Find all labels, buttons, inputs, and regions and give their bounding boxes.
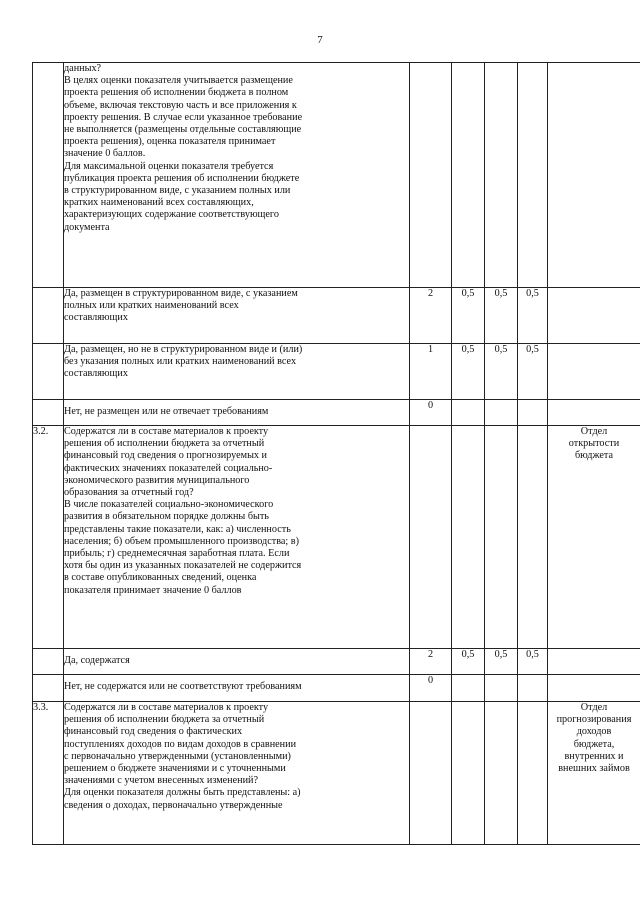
text-line: значение 0 баллов. bbox=[64, 148, 146, 160]
weight-cell bbox=[452, 400, 485, 426]
row-number-cell bbox=[33, 344, 64, 400]
responsible-line: внутренних и bbox=[564, 750, 624, 762]
table-row bbox=[33, 649, 640, 675]
responsible-line: внешних займов bbox=[558, 763, 630, 775]
answer-text-cell bbox=[64, 288, 410, 344]
score-cell: 2 bbox=[410, 649, 452, 675]
text-line: проекта решения), оценка показателя принимает bbox=[64, 136, 276, 148]
weight-cell: 0,5 bbox=[452, 288, 485, 344]
answer-text-cell bbox=[64, 400, 410, 426]
weight-cell bbox=[518, 675, 548, 702]
weight-cell bbox=[518, 426, 548, 649]
text-line: полных или кратких наименований всех bbox=[64, 300, 239, 312]
text-line: фактических значениях показателей социально- bbox=[64, 462, 273, 474]
table-row bbox=[33, 400, 640, 426]
responsible-cell bbox=[548, 288, 640, 344]
text-line: представлены такие показатели, как: а) численность bbox=[64, 523, 291, 535]
question-text-cell bbox=[64, 702, 410, 845]
text-line: Для оценки показателя должны быть представлены: а) bbox=[64, 787, 301, 799]
answer-text-cell bbox=[64, 344, 410, 400]
responsible-cell bbox=[548, 675, 640, 702]
score-cell: 0 bbox=[410, 675, 452, 702]
responsible-line: Отдел bbox=[580, 426, 608, 437]
table-row bbox=[33, 63, 640, 288]
weight-cell bbox=[485, 702, 518, 845]
text-line: составляющих bbox=[64, 368, 128, 380]
row-number-cell: 3.2. bbox=[33, 426, 64, 649]
responsible-line: бюджета bbox=[575, 450, 613, 462]
answer-text-cell bbox=[64, 675, 410, 702]
table-row bbox=[33, 426, 640, 649]
score-cell bbox=[410, 63, 452, 288]
score-cell: 1 bbox=[410, 344, 452, 400]
weight-cell bbox=[452, 426, 485, 649]
text-line: Содержатся ли в составе материалов к проекту bbox=[64, 702, 269, 713]
text-line: характеризующих содержание соответствующего bbox=[64, 209, 279, 221]
page-number: 7 bbox=[317, 34, 323, 46]
table-row bbox=[33, 288, 640, 344]
text-line: образования за отчетный год? bbox=[64, 487, 194, 499]
weight-cell bbox=[452, 702, 485, 845]
text-line: решения об исполнении бюджета за отчетный bbox=[64, 438, 265, 450]
weight-cell bbox=[485, 63, 518, 288]
weight-cell: 0,5 bbox=[518, 344, 548, 400]
text-line: без указания полных или кратких наименований всех bbox=[64, 356, 297, 368]
text-line: сведения о доходах, первоначально утвержденные bbox=[64, 799, 283, 811]
text-line: решения об исполнении бюджета за отчетный bbox=[64, 714, 265, 726]
responsible-line: бюджета, bbox=[573, 738, 615, 750]
text-line: данных? bbox=[64, 63, 102, 74]
row-number-cell bbox=[33, 288, 64, 344]
score-cell bbox=[410, 702, 452, 845]
weight-cell bbox=[485, 400, 518, 426]
weight-cell: 0,5 bbox=[485, 649, 518, 675]
text-line: финансовый год сведения о прогнозируемых и bbox=[64, 450, 268, 462]
table-row bbox=[33, 344, 640, 400]
responsible-cell bbox=[548, 649, 640, 675]
responsible-line: Отдел bbox=[580, 702, 608, 713]
row-number-cell bbox=[33, 63, 64, 288]
text-line: в составе опубликованных сведений, оценка bbox=[64, 572, 257, 584]
weight-cell: 0,5 bbox=[485, 288, 518, 344]
weight-cell: 0,5 bbox=[518, 288, 548, 344]
row-number-cell: 3.3. bbox=[33, 702, 64, 845]
text-line: объеме, включая текстовую часть и все приложения к bbox=[64, 99, 297, 111]
criteria-table bbox=[32, 62, 640, 845]
text-line: в структурированном виде, с указанием полных или bbox=[64, 185, 291, 197]
text-line: значениями с учетом внесенных изменений? bbox=[64, 775, 259, 787]
question-text-cell bbox=[64, 426, 410, 649]
weight-cell: 0,5 bbox=[452, 649, 485, 675]
text-line: В числе показателей социально-экономического bbox=[64, 499, 274, 511]
row-number-cell bbox=[33, 675, 64, 702]
responsible-cell bbox=[548, 702, 640, 845]
text-line: экономического развития муниципального bbox=[64, 474, 250, 486]
responsible-line: прогнозирования bbox=[556, 714, 632, 726]
text-line: документа bbox=[64, 221, 110, 233]
responsible-cell bbox=[548, 400, 640, 426]
text-line: Содержатся ли в составе материалов к проекту bbox=[64, 426, 269, 437]
table-row bbox=[33, 702, 640, 845]
text-line: проекту решения. В случае если указанное требование bbox=[64, 111, 303, 123]
text-line: кратких наименований всех составляющих, bbox=[64, 197, 254, 209]
responsible-cell bbox=[548, 344, 640, 400]
weight-cell bbox=[452, 675, 485, 702]
weight-cell: 0,5 bbox=[518, 649, 548, 675]
score-cell: 0 bbox=[410, 400, 452, 426]
text-line: Да, размещен в структурированном виде, с указанием bbox=[64, 288, 298, 299]
table-row bbox=[33, 675, 640, 702]
text-line: Нет, не размещен или не отвечает требованиям bbox=[64, 406, 269, 417]
text-line: хотя бы один из указанных показателей не содержится bbox=[64, 560, 302, 572]
score-cell bbox=[410, 426, 452, 649]
responsible-line: доходов bbox=[576, 726, 612, 738]
weight-cell: 0,5 bbox=[452, 344, 485, 400]
responsible-cell bbox=[548, 63, 640, 288]
weight-cell: 0,5 bbox=[485, 344, 518, 400]
row-number-cell bbox=[33, 400, 64, 426]
weight-cell bbox=[485, 426, 518, 649]
weight-cell bbox=[518, 400, 548, 426]
responsible-cell bbox=[548, 426, 640, 649]
text-line: с первоначально утвержденными (установленными) bbox=[64, 750, 291, 762]
weight-cell bbox=[452, 63, 485, 288]
text-line: населения; б) объем промышленного производства; в) bbox=[64, 535, 299, 547]
text-line: финансовый год сведения о фактических bbox=[64, 726, 243, 738]
text-line: публикация проекта решения об исполнении бюджете bbox=[64, 172, 300, 184]
text-line: показателя принимает значение 0 баллов bbox=[64, 584, 242, 596]
text-line: Для максимальной оценки показателя требуется bbox=[64, 160, 274, 172]
text-line: Нет, не содержатся или не соответствуют требованиям bbox=[64, 681, 302, 692]
weight-cell bbox=[518, 63, 548, 288]
text-line: Да, содержатся bbox=[64, 655, 130, 666]
text-line: составляющих bbox=[64, 312, 128, 324]
responsible-line: открытости bbox=[568, 438, 620, 450]
text-line: прибыль; г) среднемесячная заработная плата. Если bbox=[64, 548, 290, 560]
weight-cell bbox=[518, 702, 548, 845]
text-line: проекта решения об исполнении бюджета в полном bbox=[64, 87, 289, 99]
row-number-cell bbox=[33, 649, 64, 675]
answer-text-cell bbox=[64, 649, 410, 675]
weight-cell bbox=[485, 675, 518, 702]
text-line: В целях оценки показателя учитывается размещение bbox=[64, 75, 293, 87]
text-line: развития в обязательном порядке должны быть bbox=[64, 511, 269, 523]
text-line: не выполняется (размещены отдельные составляющие bbox=[64, 124, 302, 136]
question-text-cell bbox=[64, 63, 410, 288]
score-cell: 2 bbox=[410, 288, 452, 344]
text-line: решением о бюджете значениями и с уточненными bbox=[64, 763, 286, 775]
text-line: Да, размещен, но не в структурированном виде и (или) bbox=[64, 344, 303, 355]
text-line: поступлениях доходов по видам доходов в сравнении bbox=[64, 738, 297, 750]
